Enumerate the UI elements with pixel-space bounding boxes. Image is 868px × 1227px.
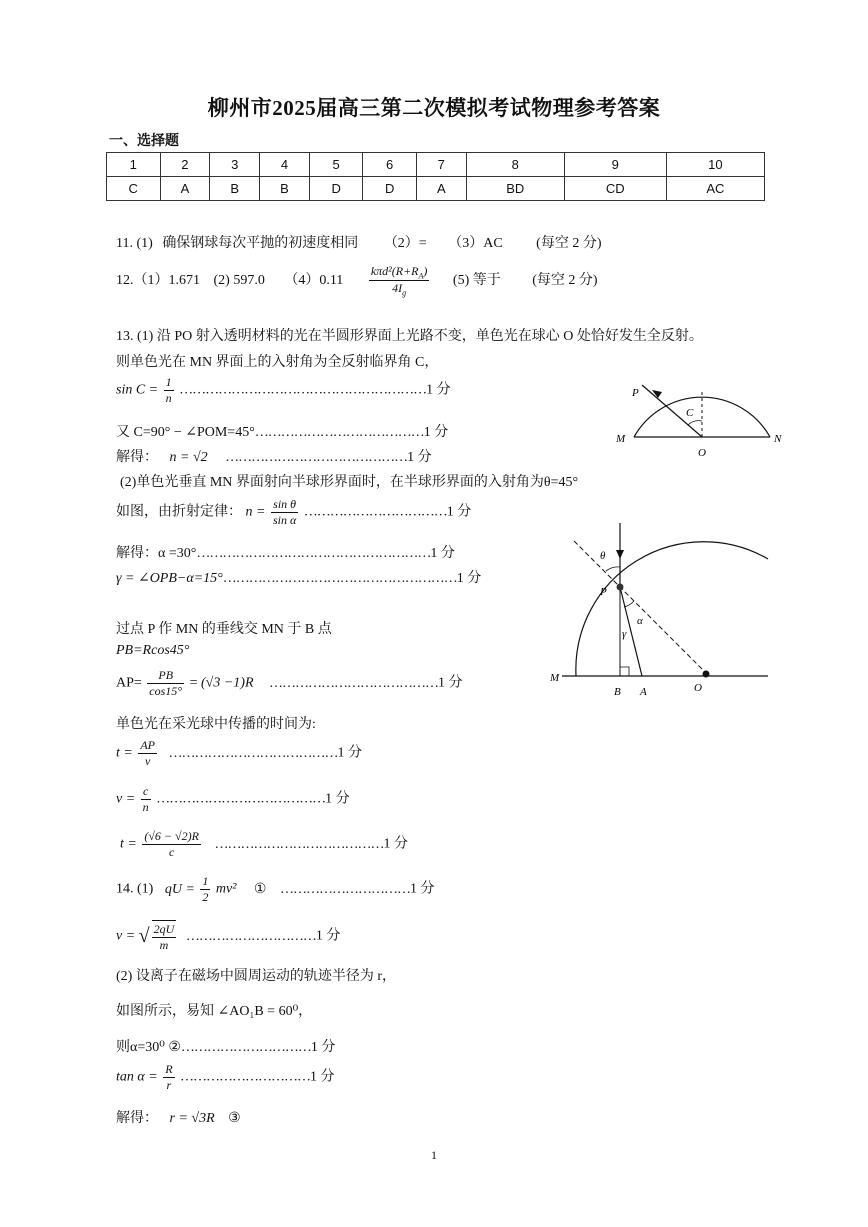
- q13-t2-lhs: t =: [120, 836, 137, 852]
- fraction-denominator: m: [159, 938, 169, 952]
- q14-tan-line: tan α = $\frac{R}{r}$ …………………………1 分: [116, 1062, 335, 1092]
- q13-ap-fraction: [147, 668, 184, 699]
- q11-answer1: 确保钢球每次平抛的初速度相同: [162, 236, 359, 251]
- score-label: 1 分: [337, 745, 363, 761]
- q13-alpha: 解得：α =30°: [116, 546, 197, 561]
- table-cell: D: [309, 177, 363, 201]
- q14-line7: [116, 1107, 241, 1127]
- q13-t2-line: t = $\frac{(√6 - √2)R}{c}$ …………………………………1 分: [120, 829, 408, 859]
- normal-line-PO: [574, 541, 706, 673]
- table-cell: 3: [210, 153, 260, 177]
- q13-line9: γ = ∠OPB−α=15°………………………………………………1 分: [116, 571, 482, 586]
- page-title: 柳州市2025届高三第二次模拟考试物理参考答案: [207, 96, 661, 120]
- table-cell: B: [210, 177, 260, 201]
- score-label: 1 分: [430, 546, 455, 561]
- angle-arc-theta: [606, 567, 620, 571]
- score-label: 1 分: [446, 504, 472, 520]
- fraction-denominator: sin α: [272, 513, 297, 527]
- q13-refraction-line: 如图，由折射定律： n = $\frac{\text{sin θ}}{\text{sin α}}$ ……………………………1 分: [116, 497, 472, 527]
- table-cell: 8: [466, 153, 564, 177]
- q14-v-fraction: [152, 920, 177, 953]
- q13-line13: 单色光在采光球中传播的时间为:: [116, 717, 316, 732]
- q12-formula-numerator: kπd²(R+R: [370, 264, 419, 278]
- arrow-icon: [652, 390, 662, 398]
- fraction-denominator: c: [168, 845, 175, 859]
- score-label: 1 分: [407, 450, 432, 465]
- label-P: P: [600, 586, 607, 598]
- label-M: M: [616, 433, 626, 445]
- q14-v-lhs: v =: [116, 928, 136, 944]
- fraction-numerator: 1: [165, 375, 172, 389]
- q12-formula: $\frac{k\pi d^2(R+R_A)}{4I_g}$: [370, 264, 428, 298]
- table-cell: C: [107, 177, 161, 201]
- label-O: O: [694, 682, 702, 694]
- label-O: O: [698, 447, 706, 458]
- answer-row: [107, 177, 765, 201]
- table-cell: 9: [564, 153, 666, 177]
- label-M: M: [550, 672, 560, 684]
- fraction-numerator: c: [141, 784, 151, 800]
- arrow-icon: [616, 550, 624, 559]
- fraction-numerator: (√6 − √2)R: [144, 829, 199, 843]
- score-label: 1 分: [383, 836, 408, 852]
- table-cell: B: [260, 177, 310, 201]
- q12-answer2: (2) 597.0: [213, 273, 265, 289]
- q11-score: (每空 2 分): [536, 236, 602, 251]
- q14-number: 14. (1): [116, 881, 154, 897]
- q13-v-fraction: [141, 784, 151, 815]
- q13-solve-label: 解得：: [116, 450, 158, 465]
- score-label: 1 分: [438, 675, 463, 691]
- fraction-numerator: sin θ: [271, 497, 298, 513]
- q14-mark3: ③: [228, 1111, 241, 1126]
- q11-number: 11. (1): [116, 236, 153, 251]
- q14-half-fraction: [200, 874, 210, 905]
- q14-eq-rhs: mv²: [215, 881, 237, 897]
- table-cell: 10: [666, 153, 764, 177]
- q14-line5: 则α=30⁰ ②…………………………1 分: [116, 1040, 336, 1055]
- table-cell: A: [416, 177, 466, 201]
- q13-line11: PB=Rcos45°: [116, 643, 190, 658]
- q13-ap-eq: =: [189, 675, 198, 691]
- score-label: 1 分: [310, 1040, 336, 1055]
- label-B: B: [614, 686, 621, 698]
- point-O: [703, 671, 710, 678]
- table-cell: 5: [309, 153, 363, 177]
- q13-refraction-label: 如图，由折射定律：: [116, 504, 242, 520]
- q13-gamma: γ = ∠OPB−α=15°: [116, 571, 223, 586]
- fraction-denominator: 2: [202, 890, 209, 904]
- fraction-numerator: R: [165, 1062, 173, 1076]
- table-cell: D: [363, 177, 417, 201]
- section-heading-choice: 一、选择题: [109, 134, 179, 149]
- label-P: P: [632, 387, 639, 399]
- answer-table: [106, 152, 765, 201]
- q14-line2: v = √ $\frac{2qU}{m}$ …………………………1 分: [116, 922, 341, 952]
- point-P: [617, 584, 624, 591]
- fraction-numerator: 1: [202, 874, 209, 888]
- fraction-numerator: AP: [140, 738, 156, 752]
- label-gamma: γ: [622, 628, 627, 640]
- fraction-denominator: n: [142, 800, 149, 814]
- q13-v-lhs: v =: [116, 791, 136, 807]
- q14-r-value: r = √3R: [169, 1111, 215, 1126]
- q13-v-line: v = $\frac{c}{n}$ …………………………………1 分: [116, 784, 350, 814]
- figure-semicircle-reflection: [610, 370, 790, 458]
- right-angle-mark: [620, 667, 629, 676]
- q13-t1-fraction: [138, 738, 157, 769]
- fraction-denominator: n: [165, 391, 172, 405]
- label-N: N: [774, 433, 782, 445]
- score-label: 1 分: [315, 928, 341, 944]
- table-cell: 4: [260, 153, 310, 177]
- q12-answer1: 12.（1）1.671: [116, 273, 200, 289]
- q13-n-value: n = √2: [169, 450, 208, 465]
- q13-critical-angle: 又 C=90° − ∠POM=45°: [116, 425, 255, 440]
- q13-line8: 解得：α =30°………………………………………………1 分: [116, 546, 455, 561]
- q12-answer4: （4）0.11: [284, 273, 344, 289]
- q12-formula-denominator-sub: g: [402, 288, 407, 298]
- score-label: 1 分: [310, 1069, 335, 1085]
- q13-sinC-fraction: [164, 375, 174, 406]
- q14-eq-lhs: qU =: [164, 881, 195, 897]
- q11-line: [116, 232, 602, 252]
- q13-sinC-lhs: sin C =: [116, 382, 159, 398]
- q13-line2: 则单色光在 MN 界面上的入射角为全反射临界角 C，: [116, 355, 439, 370]
- fraction-denominator: cos15°: [149, 684, 183, 698]
- angle-arc-C: [688, 421, 702, 425]
- q13-line6: (2)单色光垂直 MN 界面射向半球形界面时，在半球形界面的入射角为θ=45°: [120, 475, 579, 490]
- label-theta: θ: [600, 550, 606, 562]
- q14-tan-lhs: tan α =: [116, 1069, 158, 1085]
- q12-line: [116, 264, 598, 298]
- q13-t1-line: t = $\frac{AP}{v}$ …………………………………1 分: [116, 738, 363, 768]
- q13-t2-fraction: [142, 829, 201, 860]
- q11-answer3: （3）AC: [448, 236, 503, 251]
- table-cell: 2: [160, 153, 210, 177]
- q13-line4: 又 C=90° − ∠POM=45°…………………………………1 分: [116, 425, 449, 440]
- score-label: 1 分: [456, 571, 482, 586]
- label-C: C: [686, 407, 694, 419]
- label-A: A: [640, 686, 647, 698]
- score-label: 1 分: [426, 382, 451, 398]
- fraction-numerator: PB: [147, 668, 184, 684]
- q14-solve-label: 解得：: [116, 1111, 158, 1126]
- q11-answer2: （2）=: [383, 236, 427, 251]
- q13-ap-line: AP= $\frac{PB}{\cos 15^\circ}$ = (√3 −1)R …………………………………1 分: [116, 668, 463, 698]
- table-cell: 7: [416, 153, 466, 177]
- question-number-row: [107, 153, 765, 177]
- q14-alpha: 则α=30⁰ ②: [116, 1040, 181, 1055]
- q14-line3: (2) 设离子在磁场中圆周运动的轨迹半径为 r，: [116, 969, 396, 984]
- q12-answer5: (5) 等于: [452, 273, 501, 289]
- q14-line4: 如图所示，易知 ∠AO₁B = 60⁰，: [116, 1004, 313, 1019]
- table-cell: 6: [363, 153, 417, 177]
- figure-hemisphere-refraction: [548, 515, 773, 700]
- table-cell: BD: [466, 177, 564, 201]
- table-cell: 1: [107, 153, 161, 177]
- table-cell: A: [160, 177, 210, 201]
- q12-formula-denominator: 4I: [392, 281, 403, 296]
- q13-refraction-fraction: [271, 497, 298, 528]
- q13-line1: 13. (1) 沿 PO 射入透明材料的光在半圆形界面上光路不变，单色光在球心 O 处恰好发生全反射。: [116, 329, 703, 344]
- q13-line5: 解得： n = √2 ……………………………………1 分: [116, 450, 432, 465]
- q12-score: (每空 2 分): [532, 273, 598, 289]
- score-label: 1 分: [423, 425, 449, 440]
- q13-ap-lhs: AP=: [116, 675, 142, 691]
- q13-ap-rhs: (√3 −1)R: [201, 675, 254, 691]
- q12-formula-numerator-sub: A: [418, 271, 424, 281]
- angle-arc-alpha: [624, 601, 634, 607]
- q13-refraction-n: n =: [245, 504, 266, 520]
- q13-line10: 过点 P 作 MN 的垂线交 MN 于 B 点: [116, 622, 332, 637]
- fraction-denominator: v: [145, 754, 151, 768]
- score-label: 1 分: [325, 791, 350, 807]
- score-label: 1 分: [409, 881, 435, 897]
- fraction-numerator: 2qU: [153, 922, 175, 936]
- q14-tan-fraction: [163, 1062, 174, 1093]
- q14-mark1: ①: [253, 881, 267, 897]
- table-cell: CD: [564, 177, 666, 201]
- label-alpha: α: [637, 615, 643, 627]
- fraction-denominator: r: [166, 1078, 172, 1092]
- q13-t1-lhs: t =: [116, 745, 133, 761]
- table-cell: AC: [666, 177, 764, 201]
- q14-line1: 14. (1) qU = $\frac{1}{2}$ mv² ① …………………………1 分: [116, 874, 435, 904]
- page-number: 1: [431, 1148, 437, 1162]
- q13-sinC-line: sin C = $\frac{1}{n}$ …………………………………………………1 分: [116, 375, 451, 405]
